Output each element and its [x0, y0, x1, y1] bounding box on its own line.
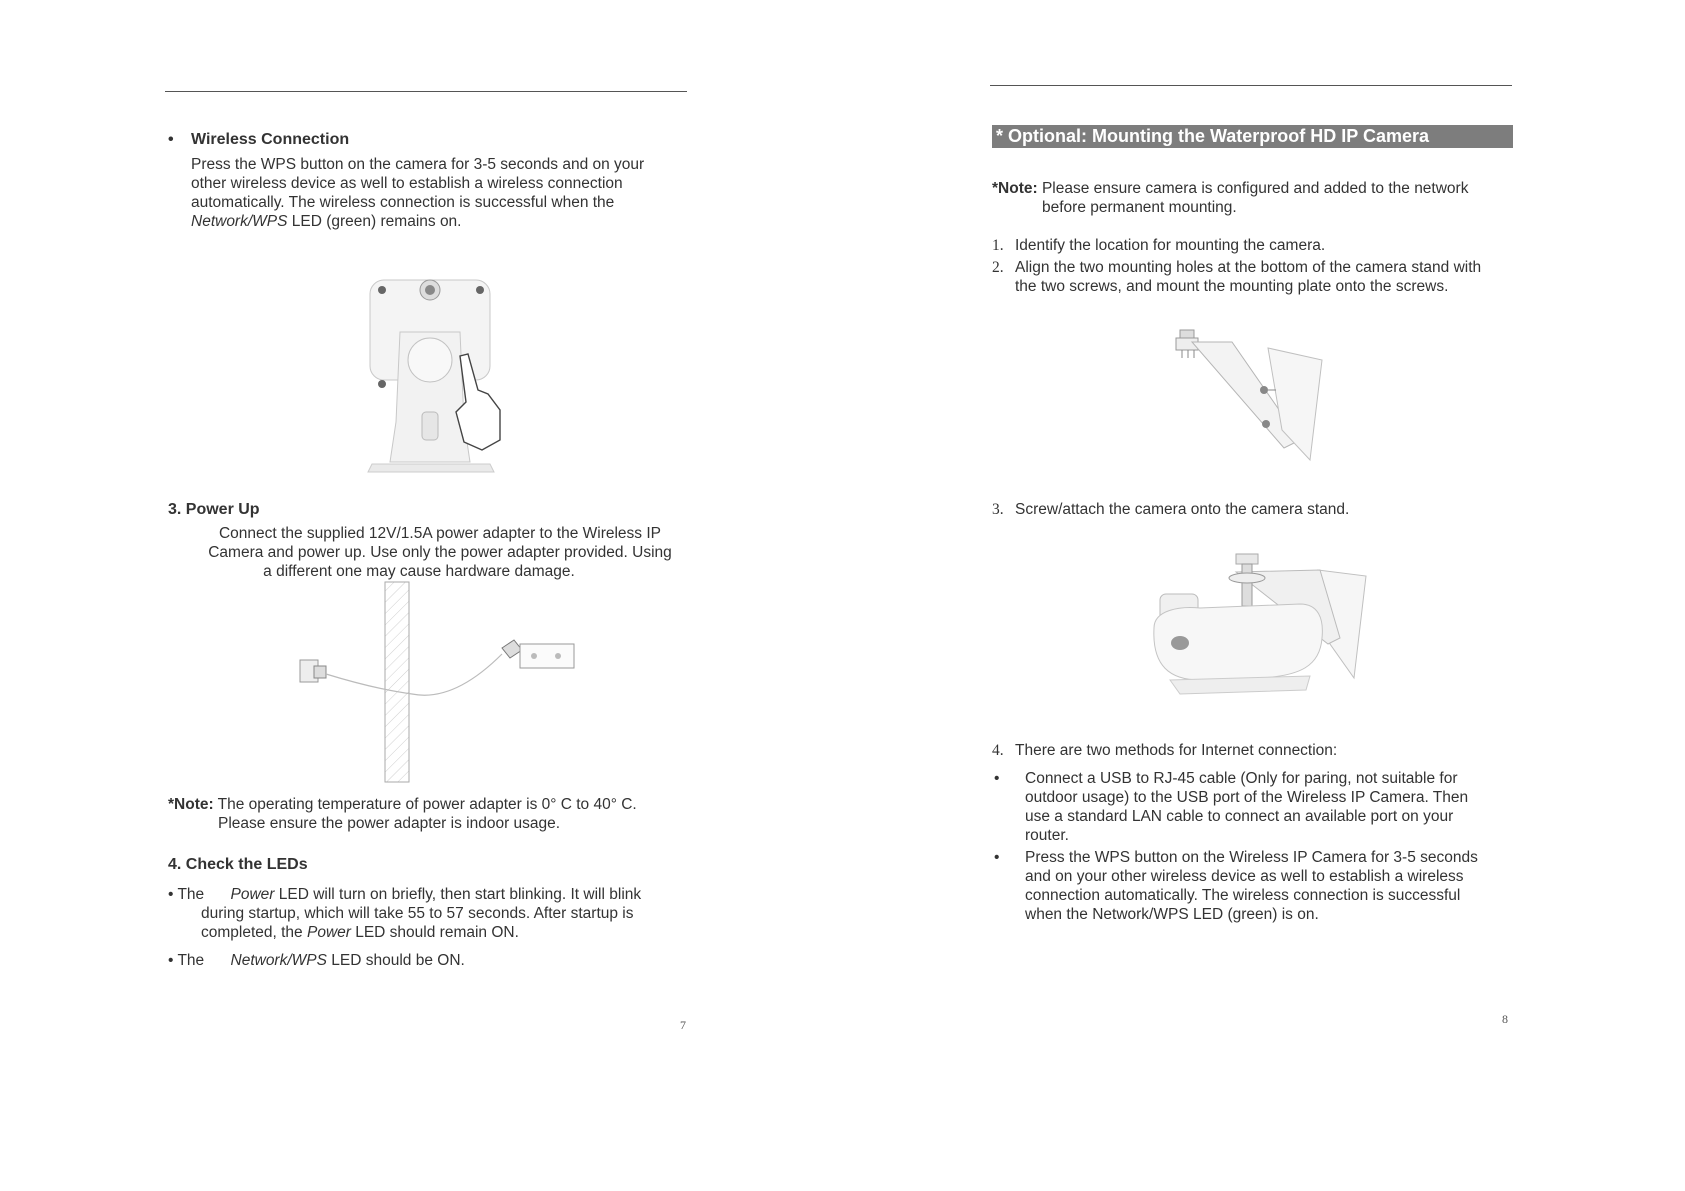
method-text: when the Network/WPS LED (green) is on. [1025, 906, 1319, 923]
led-item-prefix: The [177, 952, 205, 969]
wireless-line [191, 212, 691, 231]
step-text: Screw/attach the camera onto the camera stand. [1015, 501, 1350, 518]
note-line: Please ensure camera is configured and added to the network [1037, 180, 1469, 197]
led-item-prefix: The [177, 886, 205, 903]
header-rule [165, 91, 687, 92]
method-text: router. [1025, 827, 1069, 844]
wireless-line: automatically. The wireless connection is successful when the [191, 194, 615, 211]
bullet: • [994, 849, 1000, 866]
method-text: Connect a USB to RJ-45 cable (Only for paring, not suitable for [1025, 770, 1458, 787]
step-text: Identify the location for mounting the camera. [1015, 237, 1326, 254]
wireless-bullet: • [168, 131, 174, 148]
power-up-paragraph [180, 524, 700, 581]
power-up-line: Connect the supplied 12V/1.5A power adapter to the Wireless IP [218, 525, 661, 542]
method-text: Press the WPS button on the Wireless IP Camera for 3-5 seconds [1025, 849, 1478, 866]
note-line: Please ensure the power adapter is indoor usage. [218, 815, 561, 832]
method-usb-rj45 [992, 769, 1552, 845]
note-line: before permanent mounting. [1042, 199, 1237, 216]
step-number: 1. [992, 237, 1004, 254]
wireless-line-rest: LED (green) remains on. [287, 213, 462, 230]
power-up-line: Camera and power up. Use only the power adapter provided. Using [208, 544, 672, 561]
step-number: 3. [992, 501, 1004, 518]
led-name: Network/WPS [230, 952, 327, 969]
camera-on-stand-illustration [1140, 548, 1380, 708]
wireless-paragraph [191, 155, 691, 231]
method-text: and on your other wireless device as well to establish a wireless [1025, 868, 1464, 885]
bullet: • [168, 952, 174, 969]
method-text: use a standard LAN cable to connect an available port on your [1025, 808, 1454, 825]
step-2 [992, 258, 1552, 296]
method-text: connection automatically. The wireless connection is successful [1025, 887, 1461, 904]
right-page [842, 0, 1685, 1191]
led-item-text: during startup, which will take 55 to 57 seconds. After startup is [201, 905, 634, 922]
wireless-line: Press the WPS button on the camera for 3-5 seconds and on your [191, 156, 645, 173]
mounting-note [992, 179, 1532, 217]
led-name: Power [306, 924, 351, 941]
led-item-network [168, 951, 708, 970]
note-label: *Note: [992, 180, 1038, 197]
method-text: outdoor usage) to the USB port of the Wireless IP Camera. Then [1025, 789, 1469, 806]
led-name: Power [230, 886, 275, 903]
page-number: 8 [1502, 1012, 1508, 1026]
power-adapter-illustration [292, 582, 592, 782]
led-item-text: LED will turn on briefly, then start blinking. It will blink [274, 886, 642, 903]
wireless-line: other wireless device as well to establish a wireless connection [191, 175, 623, 192]
check-leds-heading: 4. Check the LEDs [168, 856, 308, 873]
step-1 [992, 236, 1552, 255]
note-line: The operating temperature of power adapter is 0° C to 40° C. [213, 796, 637, 813]
wireless-heading: Wireless Connection [191, 131, 350, 148]
step-3 [992, 500, 1552, 519]
method-wps [992, 848, 1552, 924]
led-item-text: completed, the [201, 924, 307, 941]
power-up-line: a different one may cause hardware damage. [263, 563, 575, 580]
mounting-bracket-illustration [1172, 320, 1352, 470]
led-name: Network/WPS [191, 213, 288, 230]
step-number: 4. [992, 742, 1004, 759]
power-up-heading: 3. Power Up [168, 501, 260, 518]
bullet: • [168, 886, 174, 903]
step-text: the two screws, and mount the mounting plate onto the screws. [1015, 278, 1449, 295]
left-page [0, 0, 842, 1191]
step-4 [992, 741, 1552, 760]
led-item-power [168, 885, 708, 942]
led-item-text: LED should be ON. [326, 952, 465, 969]
bullet: • [994, 770, 1000, 787]
section-banner: * Optional: Mounting the Waterproof HD IP Camera [992, 125, 1513, 148]
step-text: There are two methods for Internet connection: [1015, 742, 1338, 759]
temperature-note [168, 795, 708, 833]
page-number: 7 [680, 1018, 686, 1032]
step-text: Align the two mounting holes at the bottom of the camera stand with [1015, 259, 1482, 276]
camera-wps-illustration [360, 272, 520, 477]
led-item-text: LED should remain ON. [350, 924, 519, 941]
header-rule [990, 85, 1512, 86]
note-label: *Note: [168, 796, 214, 813]
step-number: 2. [992, 259, 1004, 276]
